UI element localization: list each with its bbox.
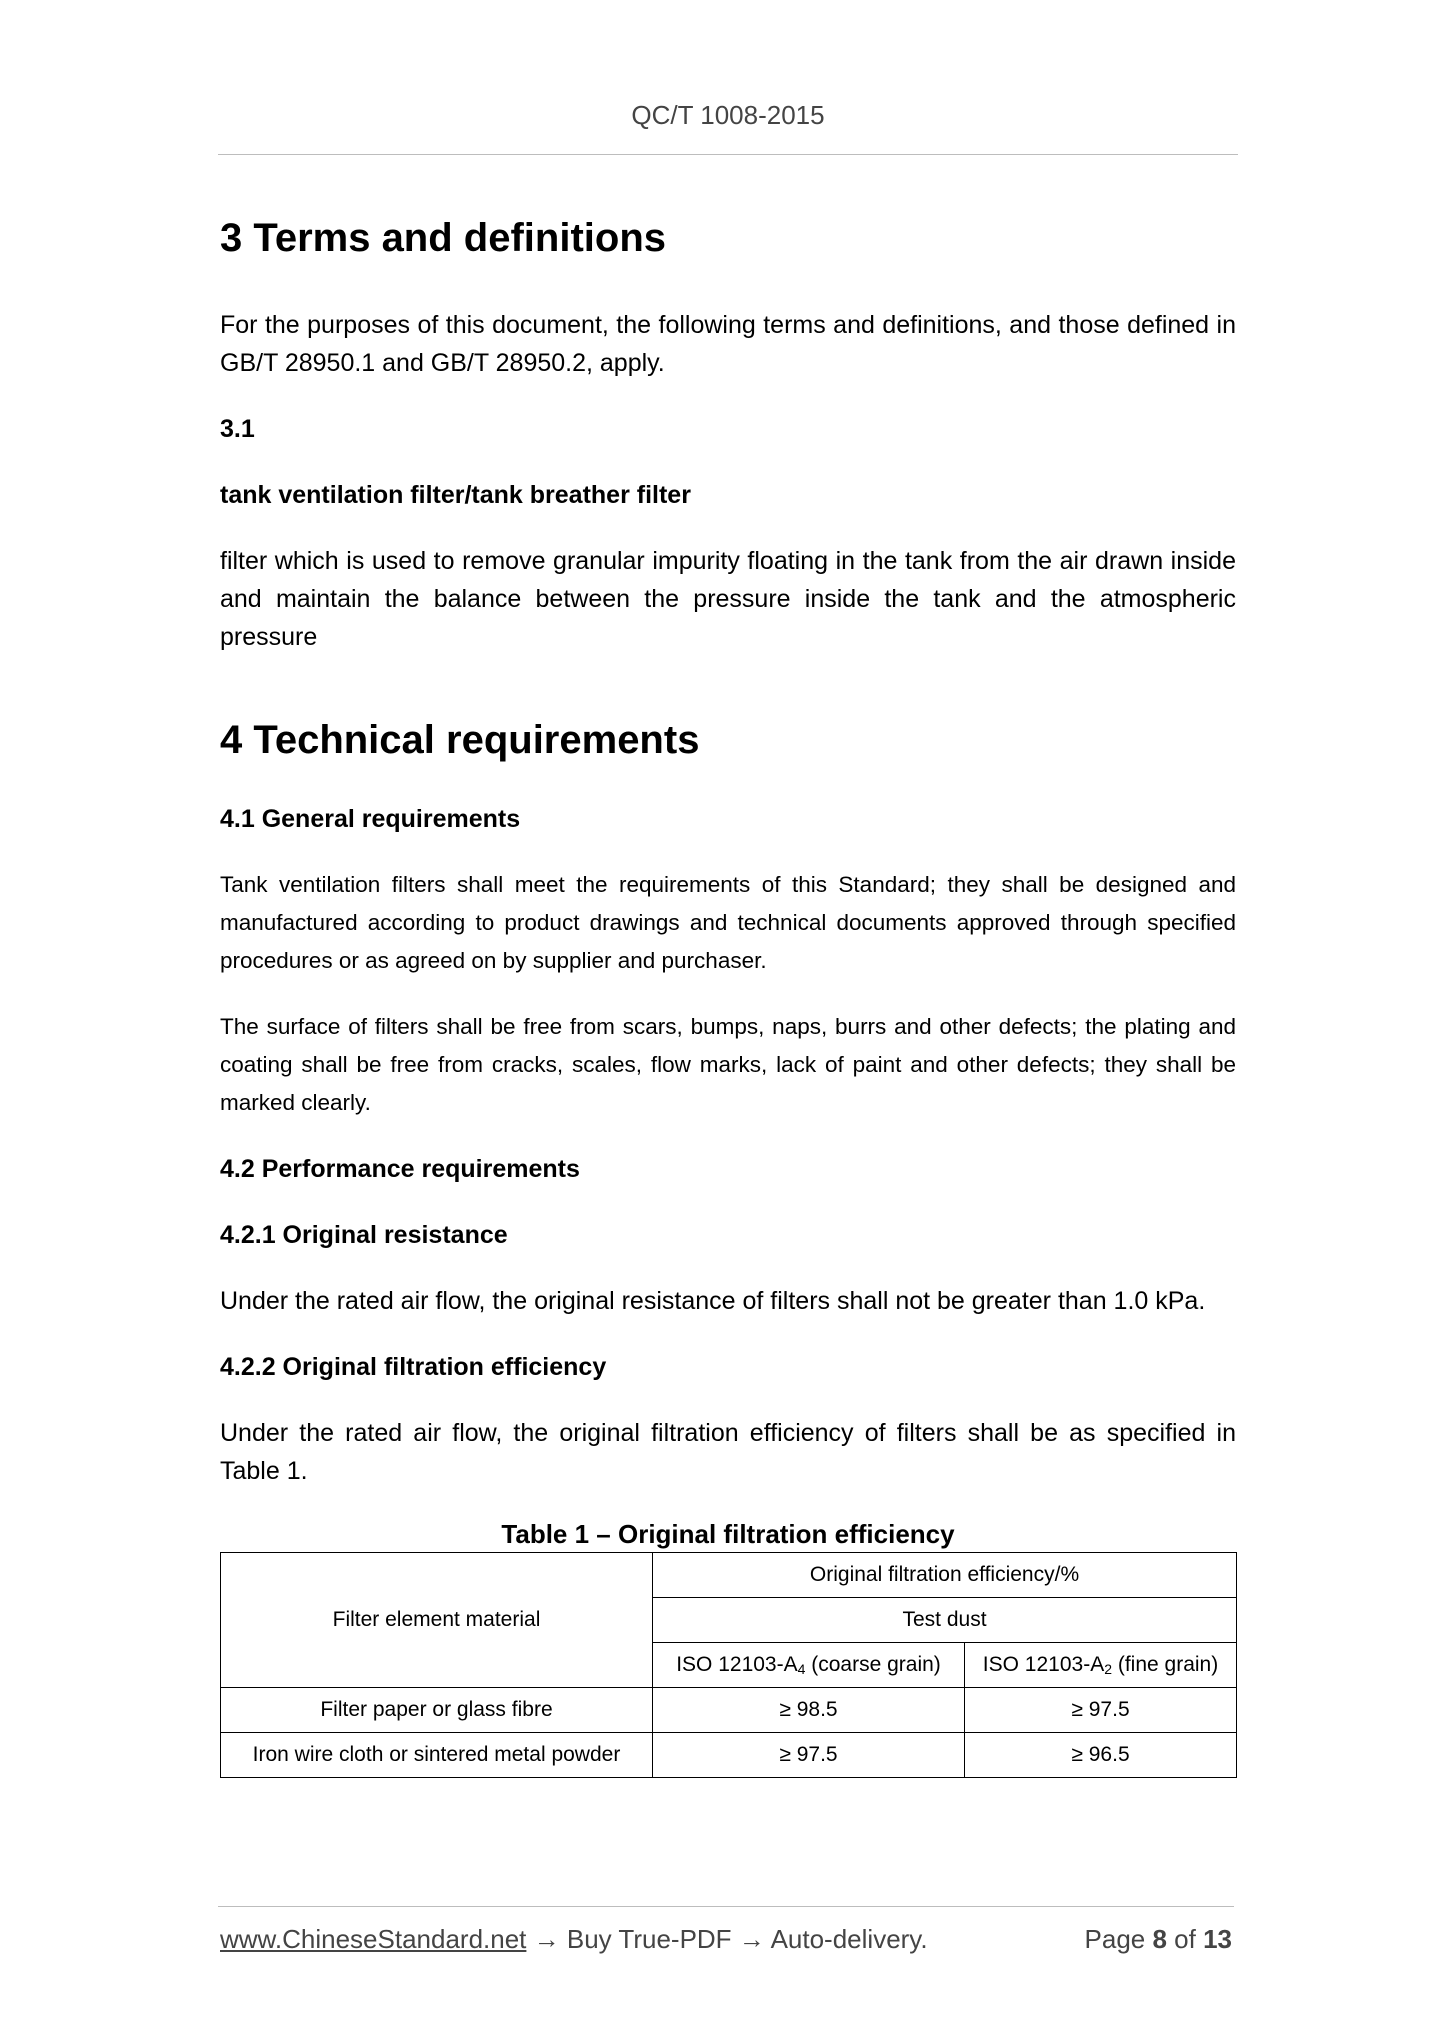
table-row bbox=[221, 1688, 1237, 1733]
row-material: Filter paper or glass fibre bbox=[221, 1688, 653, 1733]
coarse-dust-prefix: ISO 12103-A bbox=[676, 1653, 798, 1676]
fine-dust-suffix: (fine grain) bbox=[1112, 1653, 1219, 1676]
page-indicator bbox=[1085, 1924, 1232, 1955]
row-coarse-value: ≥ 98.5 bbox=[653, 1688, 965, 1733]
footer-divider bbox=[218, 1906, 1234, 1907]
footer-tagline: → Buy True-PDF → Auto-delivery. bbox=[526, 1924, 928, 1954]
fine-dust-prefix: ISO 12103-A bbox=[982, 1653, 1105, 1676]
filtration-efficiency-heading: 4.2.2 Original filtration efficiency bbox=[220, 1353, 607, 1381]
general-requirements-paragraph-2: The surface of filters shall be free from scars, bumps, naps, burrs and other defects; the plating and coating shall be free from cracks, scales, flow marks, lack of paint and other defects; they shall be marked clearly. bbox=[220, 1014, 1236, 1115]
term-definition: filter which is used to remove granular impurity floating in the tank from the air drawn inside and maintain the balance between the pressure inside the tank and the atmospheric pressure bbox=[220, 547, 1236, 651]
section-4-title: 4 Technical requirements bbox=[220, 718, 700, 762]
total-page-number: 13 bbox=[1203, 1924, 1232, 1954]
filtration-efficiency-text: Under the rated air flow, the original filtration efficiency of filters shall be as specified in Table 1. bbox=[220, 1419, 1236, 1485]
table-1-caption: Table 1 – Original filtration efficiency bbox=[501, 1519, 955, 1549]
table-header-row-1 bbox=[221, 1553, 1237, 1598]
page-label: Page bbox=[1084, 1924, 1153, 1954]
page-content bbox=[220, 212, 1236, 1778]
row-material: Iron wire cloth or sintered metal powder bbox=[221, 1733, 653, 1778]
header-original-filtration-efficiency: Original filtration efficiency/% bbox=[653, 1553, 1237, 1598]
row-fine-value: ≥ 97.5 bbox=[965, 1688, 1237, 1733]
table-row bbox=[221, 1733, 1237, 1778]
header-divider bbox=[218, 154, 1238, 155]
footer-left bbox=[220, 1924, 928, 1955]
term-name: tank ventilation filter/tank breather filter bbox=[220, 481, 691, 509]
filtration-efficiency-table bbox=[220, 1552, 1237, 1778]
row-coarse-value: ≥ 97.5 bbox=[653, 1733, 965, 1778]
term-number: 3.1 bbox=[220, 415, 255, 443]
performance-requirements-heading: 4.2 Performance requirements bbox=[220, 1155, 580, 1183]
chinesestandard-link[interactable]: www.ChineseStandard.net bbox=[220, 1924, 527, 1954]
current-page-number: 8 bbox=[1152, 1924, 1167, 1954]
coarse-dust-subscript: 4 bbox=[797, 1661, 806, 1677]
general-requirements-heading: 4.1 General requirements bbox=[220, 805, 521, 833]
header-test-dust: Test dust bbox=[653, 1598, 1237, 1643]
section-3-title: 3 Terms and definitions bbox=[220, 216, 666, 260]
of-label: of bbox=[1166, 1924, 1204, 1954]
general-requirements-paragraph-1: Tank ventilation filters shall meet the requirements of this Standard; they shall be designed and manufactured according to product drawings and technical documents approved through specified procedures or as agreed on by supplier and purchaser. bbox=[220, 872, 1236, 973]
original-resistance-heading: 4.2.1 Original resistance bbox=[220, 1221, 508, 1249]
header-fine-grain-dust bbox=[965, 1643, 1237, 1688]
original-resistance-text: Under the rated air flow, the original resistance of filters shall not be greater than 1.0 kPa. bbox=[220, 1287, 1206, 1315]
header-coarse-grain-dust bbox=[653, 1643, 965, 1688]
section-3-intro: For the purposes of this document, the following terms and definitions, and those defined in GB/T 28950.1 and GB/T 28950.2, apply. bbox=[220, 311, 1236, 377]
page-header-doc-code: QC/T 1008-2015 bbox=[631, 100, 825, 130]
coarse-dust-suffix: (coarse grain) bbox=[805, 1653, 941, 1676]
fine-dust-subscript: 2 bbox=[1104, 1661, 1112, 1677]
header-filter-element-material: Filter element material bbox=[221, 1553, 653, 1688]
row-fine-value: ≥ 96.5 bbox=[965, 1733, 1237, 1778]
